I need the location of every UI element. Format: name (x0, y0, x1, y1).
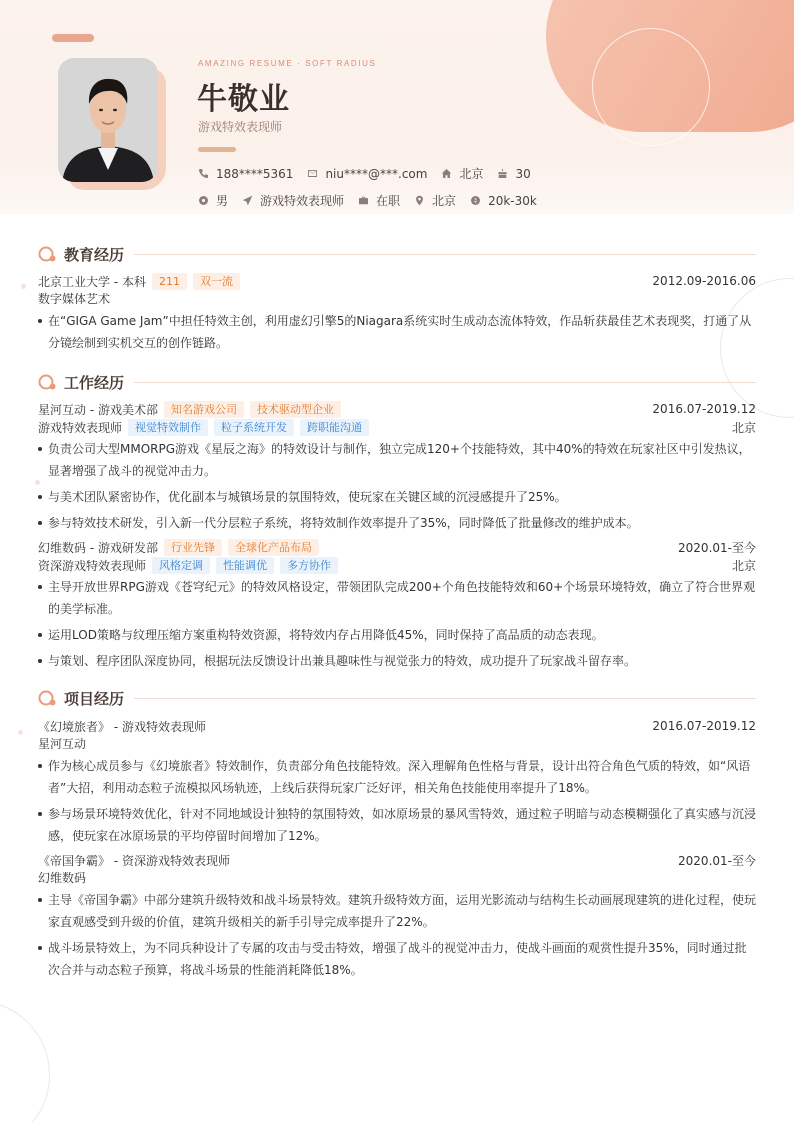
list-item: 与策划、程序团队深度协同，根据玩法反馈设计出兼具趣味性与视觉张力的特效，成功提升了玩家战斗留存率。 (38, 650, 756, 672)
section-title: 项目经历 (64, 689, 125, 708)
section-header (38, 371, 756, 393)
profile-gender-text: 男 (216, 194, 229, 208)
contact-home-text: 北京 (459, 167, 484, 181)
role-tag: 多方协作 (280, 557, 338, 574)
list-item: 运用LOD策略与纹理压缩方案重构特效资源，将特效内存占用降低45%，同时保持了高品质的动态表现。 (38, 624, 756, 646)
company-name: 幻维数码 - 游戏研发部 (38, 540, 158, 555)
decorative-ring (592, 28, 710, 146)
company-tag: 技术驱动型企业 (250, 401, 341, 418)
title-underline (198, 147, 236, 152)
contact-phone-text: 188****5361 (216, 166, 294, 181)
section-divider (134, 254, 756, 255)
school-tag: 211 (152, 273, 187, 290)
avatar (58, 58, 158, 182)
contact-email-text: niu****@***.com (325, 166, 428, 181)
accent-pill (52, 34, 94, 42)
role-name: 游戏特效表现师 (38, 420, 123, 435)
profile-city (414, 192, 456, 209)
education-date: 2012.09-2016.06 (652, 274, 756, 288)
school-name: 北京工业大学 - 本科 (38, 274, 146, 289)
profile-salary (470, 194, 537, 208)
role-tag: 性能调优 (216, 557, 274, 574)
section-title: 工作经历 (64, 373, 125, 392)
projects-section (38, 687, 756, 985)
resume-header (0, 0, 794, 214)
contact-email (307, 167, 427, 181)
list-item: 参与场景环境特效优化，针对不同地域设计独特的氛围特效，如冰原场景的暴风雪特效，通过粒子明暗与动态模糊强化了真实感与沉浸感，使玩家在冰原场景的平均停留时间增加了12%。 (38, 803, 756, 847)
section-header (38, 243, 756, 265)
send-icon (242, 195, 253, 206)
profile-city-text: 北京 (432, 194, 457, 208)
education-entry-header (38, 272, 756, 290)
work-entry-header (38, 538, 756, 556)
location-icon (414, 195, 425, 206)
section-title: 教育经历 (64, 245, 125, 264)
work-city: 北京 (731, 558, 756, 573)
list-item: 战斗场景特效上，为不同兵种设计了专属的攻击与受击特效，增强了战斗的视觉冲击力，使战斗画面的观赏性提升35%，同时通过批次合并与动态粒子预算，将战斗场景的性能消耗降低18%。 (38, 937, 756, 981)
work-entry-header (38, 400, 756, 418)
resume-tagline: AMAZING RESUME · SOFT RADIUS (198, 59, 377, 68)
project-date: 2016.07-2019.12 (652, 719, 756, 733)
project-org: 星河互动 (38, 737, 87, 751)
project-date: 2020.01-至今 (678, 853, 756, 868)
decorative-ring (0, 1000, 50, 1123)
list-item: 主导开放世界RPG游戏《苍穹纪元》的特效风格设定，带领团队完成200+个角色技能特效和60+个场景环境特效，确立了符合世界观的美学标准。 (38, 576, 756, 620)
candidate-name: 牛敬业 (197, 82, 290, 117)
list-item: 与美术团队紧密协作，优化副本与城镇场景的氛围特效，使玩家在关键区域的沉浸感提升了25%。 (38, 486, 756, 508)
work-bullets (38, 576, 756, 672)
company-name: 星河互动 - 游戏美术部 (38, 402, 158, 417)
contact-age-text: 30 (515, 166, 531, 181)
role-tag: 跨职能沟通 (300, 419, 369, 436)
profile-salary-text: 20k-30k (488, 193, 537, 208)
home-icon (441, 168, 452, 179)
contact-row (198, 165, 545, 182)
role-tag: 风格定调 (152, 557, 210, 574)
project-bullets (38, 755, 756, 847)
work-date: 2020.01-至今 (678, 540, 756, 555)
profile-status-text: 在职 (376, 194, 401, 208)
contact-home (441, 165, 483, 182)
work-city: 北京 (731, 420, 756, 435)
profile-status (358, 192, 400, 209)
contact-age (497, 167, 530, 181)
work-bullets (38, 438, 756, 534)
profile-job-text: 游戏特效表现师 (260, 194, 345, 208)
briefcase-icon (358, 195, 369, 206)
section-divider (134, 698, 756, 699)
list-item: 主导《帝国争霸》中部分建筑升级特效和战斗场景特效。建筑升级特效方面，运用光影流动与结构生长动画展现建筑的进化过程，使玩家直观感受到升级的价值，建筑升级相关的新手引导完成率提升了22%。 (38, 889, 756, 933)
contact-phone (198, 167, 293, 181)
role-name: 资深游戏特效表现师 (38, 558, 147, 573)
decorative-dot (18, 730, 23, 735)
list-item: 参与特效技术研发，引入新一代分层粒子系统，将特效制作效率提升了35%，同时降低了批量修改的维护成本。 (38, 512, 756, 534)
salary-icon (470, 195, 481, 206)
company-tag: 行业先锋 (164, 539, 222, 556)
work-role-row (38, 418, 756, 436)
profile-row (198, 192, 551, 209)
project-entry-header (38, 717, 756, 735)
education-section (38, 243, 756, 358)
gender-icon (198, 195, 209, 206)
decorative-dot (21, 284, 26, 289)
work-section (38, 371, 756, 676)
project-entry-header (38, 851, 756, 869)
list-item: 作为核心成员参与《幻境旅者》特效制作，负责部分角色技能特效。深入理解角色性格与背景，设计出符合角色气质的特效，如“风语者”大招，利用动态粒子流模拟风场轨迹，上线后获得玩家广泛好评，相关角色技能使用率提升了18%。 (38, 755, 756, 799)
phone-icon (198, 168, 209, 179)
company-tag: 全球化产品布局 (228, 539, 319, 556)
company-tag: 知名游戏公司 (164, 401, 244, 418)
role-tag: 视觉特效制作 (128, 419, 208, 436)
project-name: 《幻境旅者》 - 游戏特效表现师 (38, 719, 206, 734)
list-item: 在“GIGA Game Jam”中担任特效主创，利用虚幻引擎5的Niagara系统实时生成动态流体特效，作品斩获最佳艺术表现奖，打通了从分镜绘制到实机交互的创作链路。 (38, 310, 756, 354)
section-divider (134, 382, 756, 383)
mail-icon (307, 168, 318, 179)
candidate-title: 游戏特效表现师 (198, 120, 283, 134)
project-org: 幻维数码 (38, 871, 87, 885)
role-tag: 粒子系统开发 (214, 419, 294, 436)
project-name: 《帝国争霸》 - 资深游戏特效表现师 (38, 853, 230, 868)
education-major: 数字媒体艺术 (38, 292, 111, 306)
profile-job (242, 192, 344, 209)
list-item: 负责公司大型MMORPG游戏《星辰之海》的特效设计与制作，独立完成120+个技能特效，其中40%的特效在玩家社区中引发热议，显著增强了战斗的视觉冲击力。 (38, 438, 756, 482)
school-tag: 双一流 (193, 273, 240, 290)
work-role-row (38, 556, 756, 574)
work-date: 2016.07-2019.12 (652, 402, 756, 416)
section-marker-icon (38, 373, 56, 391)
cake-icon (497, 168, 508, 179)
profile-gender (198, 192, 228, 209)
section-marker-icon (38, 245, 56, 263)
project-bullets (38, 889, 756, 981)
education-bullets (38, 310, 756, 354)
section-header (38, 687, 756, 709)
section-marker-icon (38, 689, 56, 707)
